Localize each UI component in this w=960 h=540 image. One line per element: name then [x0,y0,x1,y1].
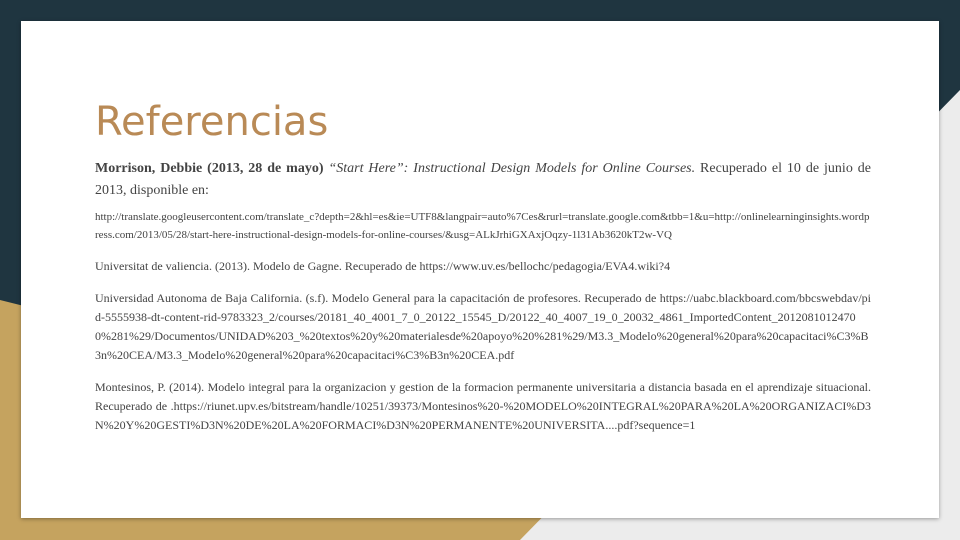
reference-author: Morrison, Debbie (2013, 28 de mayo) [95,161,324,176]
slide-title: Referencias [95,99,329,145]
reference-morrison [95,158,871,244]
reference-montesinos: Montesinos, P. (2014). Modelo integral para la organizacion y gestion de la formacion permanente universitaria a distancia basada en el aprendizaje situacional. Recuperado de .https://riunet.upv.es/bitstream/handle/10251/39373/Montesinos%20-%20MODELO%20INTEGRAL%20PARA%20LA%20ORGANIZACI%D3N%20Y%20GESTI%D3N%20DE%20LA%20FORMACI%D3N%20PERMANENTE%20UNIVERSITA....pdf?sequence=1 [95,380,871,432]
reference-valencia: Universitat de valiencia. (2013). Modelo de Gagne. Recuperado de https://www.uv.es/bellochc/pedagogia/EVA4.wiki?4 [95,259,671,273]
reference-url[interactable]: http://translate.googleusercontent.com/translate_c?depth=2&hl=es&ie=UTF8&langpair=auto%7Ces&rurl=translate.google.com&tbb=1&u=http://onlinelearninginsights.wordpress.com/2013/05/28/start-here-instructional-design-models-for-online-courses/&usg=ALkJrhiGXAxjOqzy-1l31Ab3620kT2w-VQ [95,211,870,241]
references-body [95,158,871,435]
reference-retrieval-text: Recuperado el 10 de junio de 2013, disponible en: [95,161,871,198]
reference-uabc: Universidad Autonoma de Baja California. (s.f). Modelo General para la capacitación de profesores. Recuperado de https://uabc.blackboard.com/bbcswebdav/pid-5555938-dt-content-rid-9783323_2/courses/20181_40_4001_7_0_20122_15545_D/20122_40_4007_19_0_20032_4861_ImportedContent_20120810124700%281%29/Documentos/UNIDAD%203_%20textos%20y%20materialesde%20apoyo%20%281%29/M3.3_Modelo%20general%20para%20capacitaci%C3%B3n%20CEA/M3.3_Modelo%20general%20para%20capacitaci%C3%B3n%20CEA.pdf [95,291,871,362]
reference-title: “Start Here”: Instructional Design Models for Online Courses. [328,161,696,176]
